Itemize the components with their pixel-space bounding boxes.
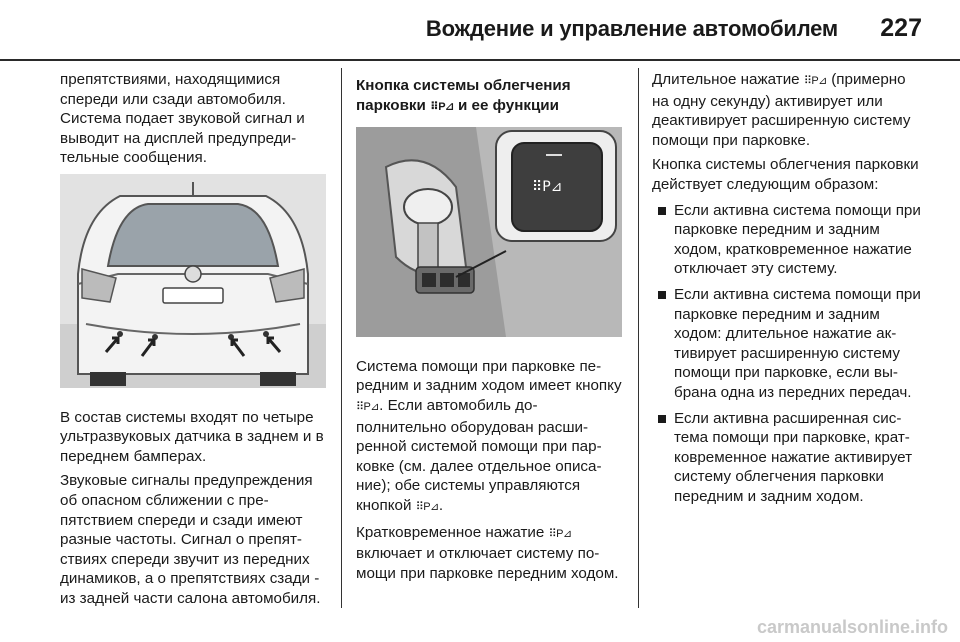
paragraph: Кнопка системы облегчения парковки действует следующим образом: bbox=[652, 156, 919, 193]
parking-button-icon: ⠿P⊿ bbox=[548, 527, 572, 540]
parking-button-figure bbox=[356, 127, 622, 343]
paragraph: Звуковые сигналы предупреждения об опасном сближении с препятствием спереди и сзади имеют разные частоты. Сигнал о препятствиях спереди звучит из передних динамиков, а о препятствиях сзади - из задней части салона автомобиля. bbox=[60, 472, 321, 607]
list-item: Если активна расширенная система помощи при парковке, кратковременное нажатие активирует систему облегчения парковки передним и задним ходом. bbox=[652, 409, 922, 507]
header-rule bbox=[0, 59, 960, 61]
paragraph: Система помощи при парковке передним и задним ходом имеет кнопку ⠿P⊿. Если автомобиль дополнительно оборудован расширенной системой помощи при парковке (см. далее отдельное описание); обе системы управляются кнопкой ⠿P⊿. bbox=[356, 357, 622, 514]
section-heading: Кнопка системы облегчения парковки ⠿P⊿ и ее функции bbox=[356, 77, 571, 114]
rear-bumper-sensors-figure bbox=[60, 174, 326, 394]
page-number: 227 bbox=[880, 14, 922, 42]
paragraph: препятствиями, находящимися спереди или сзади автомобиля. Система подает звуковой сигнал и выводит на дисплей предупредительные сообщения. bbox=[60, 71, 305, 167]
column-divider bbox=[341, 68, 342, 608]
page-title: Вождение и управление автомобилем bbox=[425, 16, 838, 41]
car-rear-illustration bbox=[60, 174, 326, 388]
svg-text:⠿P⊿: ⠿P⊿ bbox=[532, 179, 563, 196]
parking-button-icon: ⠿P⊿ bbox=[415, 500, 439, 513]
column-divider bbox=[638, 68, 639, 608]
column-left bbox=[60, 70, 326, 614]
column-right bbox=[652, 70, 922, 512]
watermark: carmanualsonline.info bbox=[756, 617, 948, 637]
paragraph: Длительное нажатие ⠿P⊿ (примерно на одну секунду) активирует или деактивирует расширенную систему помощи при парковке. bbox=[652, 71, 911, 149]
bullet-list bbox=[652, 201, 922, 507]
console-illustration bbox=[356, 127, 622, 337]
paragraph: Кратковременное нажатие ⠿P⊿ включает и отключает систему помощи при парковке передним ходом. bbox=[356, 523, 619, 582]
column-middle bbox=[356, 70, 622, 588]
list-item: Если активна система помощи при парковке передним и задним ходом: длительное нажатие активирует расширенную систему помощи при парковке, если выбрана одна из передних передач. bbox=[652, 285, 922, 403]
page-header bbox=[0, 0, 960, 64]
paragraph: В состав системы входят по четыре ультразвуковых датчика в заднем и в переднем бамперах. bbox=[60, 408, 324, 465]
list-item: Если активна система помощи при парковке передним и задним ходом, кратковременное нажатие отключает эту систему. bbox=[652, 201, 922, 279]
parking-button-icon: ⠿P⊿ bbox=[803, 75, 827, 87]
parking-button-icon: ⠿P⊿ bbox=[356, 400, 380, 413]
parking-button-icon: ⠿P⊿ bbox=[430, 100, 454, 113]
